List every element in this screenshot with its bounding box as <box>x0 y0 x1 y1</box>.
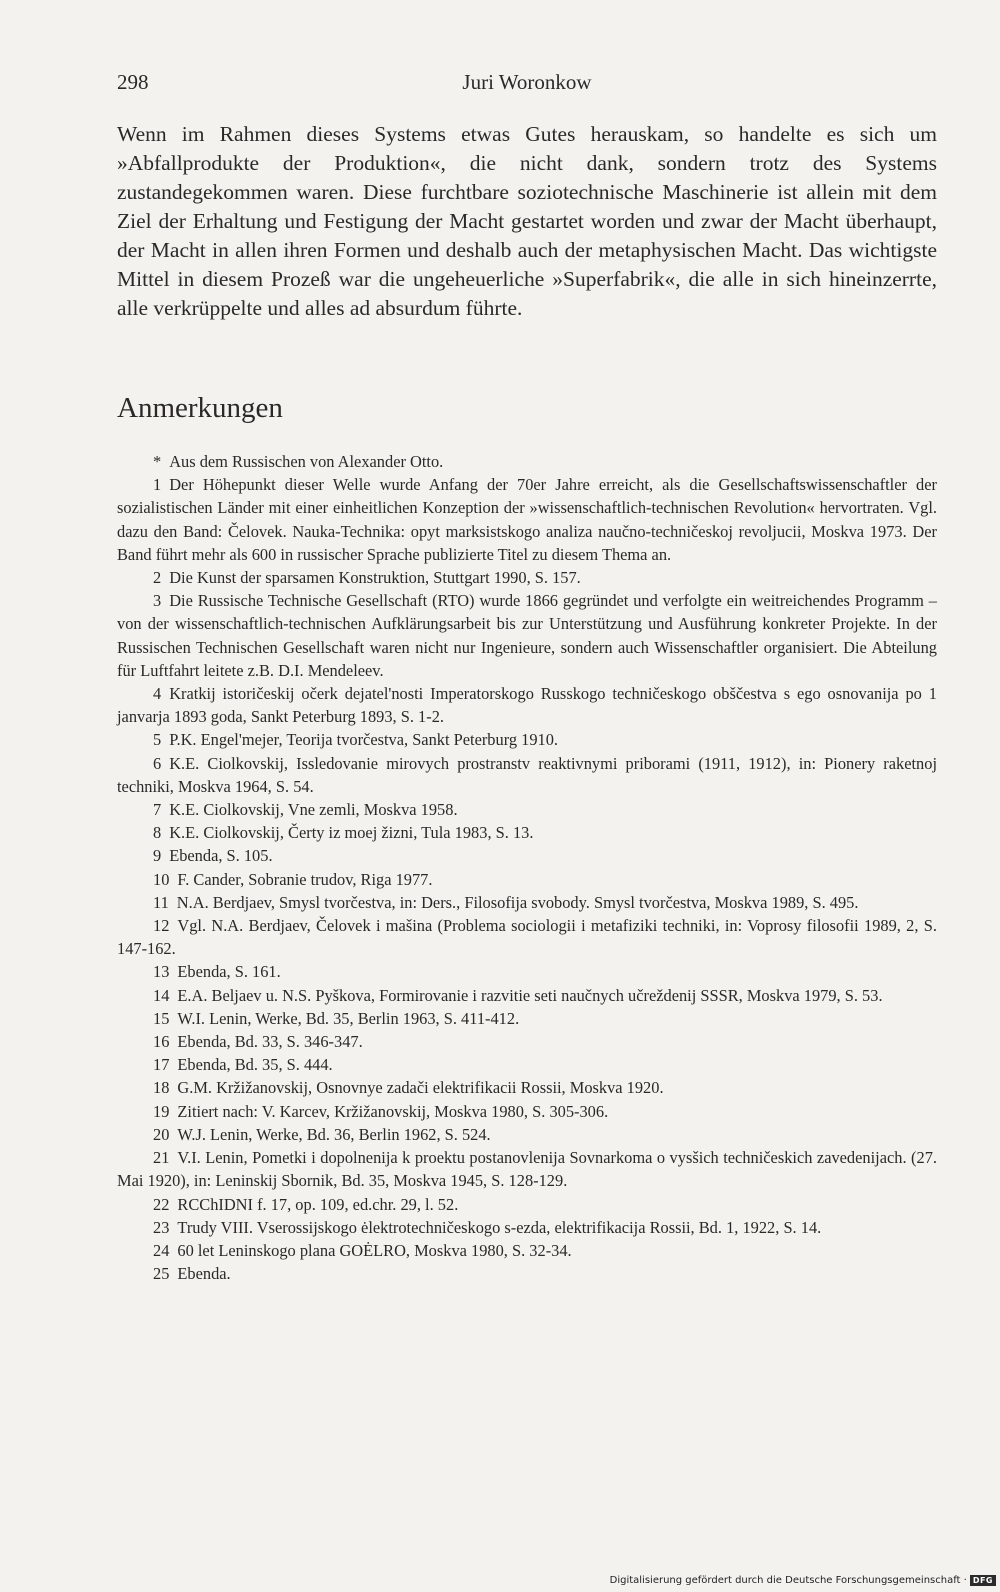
note-text: RCChIDNI f. 17, op. 109, ed.chr. 29, l. 52. <box>177 1194 459 1214</box>
note-number: 15 <box>153 1008 170 1028</box>
note-text: F. Cander, Sobranie trudov, Riga 1977. <box>177 869 433 889</box>
note-text: Die Kunst der sparsamen Konstruktion, Stuttgart 1990, S. 157. <box>169 568 581 588</box>
note-text: Die Russische Technische Gesellschaft (RTO) wurde 1866 gegründet und verfolgte ein weitreichendes Programm – von der wissenschaftlich-technischen Aufklärungsarbeit bis zur Unterstützung und Ausführung konkreter Projekte. In der Russischen Technischen Gesellschaft waren nicht nur Ingenieure, sondern auch Wissenschaftler organisiert. Die Abteilung für Luftfahrt leitete z.B. D.I. Mendeleev. <box>117 591 937 680</box>
page-number: 298 <box>117 70 149 94</box>
dfg-logo-icon: DFG <box>970 1575 996 1586</box>
note-number: 7 <box>153 800 162 820</box>
note-item <box>117 984 937 1007</box>
note-item <box>117 1123 937 1146</box>
note-text: Zitiert nach: V. Karcev, Kržižanovskij, Moskva 1980, S. 305-306. <box>177 1101 609 1121</box>
note-number: 21 <box>153 1148 170 1168</box>
note-text: Vgl. N.A. Berdjaev, Čelovek i mašina (Problema sociologii i metafiziki techniki, in: Voprosy filosofii 1989, 2, S. 147-162. <box>117 916 937 959</box>
notes-list <box>117 450 937 1285</box>
note-number: 5 <box>153 730 162 750</box>
note-number: 8 <box>153 823 162 843</box>
note-number: 10 <box>153 869 170 889</box>
note-number: 12 <box>153 916 170 936</box>
note-item <box>117 682 937 728</box>
note-number: 13 <box>153 962 170 982</box>
note-item <box>117 1100 937 1123</box>
note-number: 6 <box>153 753 162 773</box>
note-item <box>117 1239 937 1262</box>
note-number: 20 <box>153 1124 170 1144</box>
note-item <box>117 1076 937 1099</box>
note-text: Der Höhepunkt dieser Welle wurde Anfang der 70er Jahre erreicht, als die Gesellschaftswissenschaftler der sozialistischen Länder mit einer einheitlichen Konzeption der »wissenschaftlich-technischen Revolution« hervortraten. Vgl. dazu den Band: Čelovek. Nauka-Technika: opyt marksistskogo analiza naučno-techničeskoj revoljucii, Moskva 1973. Der Band führt mehr als 600 in russischer Sprache publizierte Titel zu diesem Thema an. <box>117 475 937 564</box>
note-number: 1 <box>153 475 162 495</box>
note-item <box>117 798 937 821</box>
note-text: Aus dem Russischen von Alexander Otto. <box>169 452 444 471</box>
note-item <box>117 1053 937 1076</box>
note-text: K.E. Ciolkovskij, Čerty iz moej žizni, Tula 1983, S. 13. <box>169 823 534 843</box>
note-text: W.J. Lenin, Werke, Bd. 36, Berlin 1962, S. 524. <box>177 1124 491 1144</box>
note-text: K.E. Ciolkovskij, Vne zemli, Moskva 1958. <box>169 800 458 820</box>
note-text: Ebenda, S. 105. <box>169 846 273 866</box>
footer-text: Digitalisierung gefördert durch die Deutsche Forschungsgemeinschaft · <box>609 1575 967 1586</box>
note-number: 14 <box>153 985 170 1005</box>
digitization-footer <box>610 1575 996 1586</box>
running-head: Juri Woronkow <box>462 70 592 94</box>
note-text: 60 let Leninskogo plana GOĖLRO, Moskva 1980, S. 32-34. <box>177 1240 572 1260</box>
note-item <box>117 728 937 751</box>
note-number: 23 <box>153 1217 170 1237</box>
note-item <box>117 891 937 914</box>
note-item <box>117 1030 937 1053</box>
note-number: 4 <box>153 684 162 704</box>
note-text: G.M. Kržižanovskij, Osnovnye zadači elektrifikacii Rossii, Moskva 1920. <box>177 1078 664 1098</box>
note-item <box>117 473 937 566</box>
note-item <box>117 914 937 960</box>
note-item <box>117 589 937 682</box>
note-text: Ebenda, Bd. 35, S. 444. <box>177 1055 333 1075</box>
note-item <box>117 1262 937 1285</box>
note-number: 18 <box>153 1078 170 1098</box>
note-item <box>117 1146 937 1192</box>
note-item <box>117 1193 937 1216</box>
note-text: W.I. Lenin, Werke, Bd. 35, Berlin 1963, S. 411-412. <box>177 1008 520 1028</box>
note-text: Ebenda, S. 161. <box>177 962 281 982</box>
note-number: 19 <box>153 1101 170 1121</box>
note-number: 9 <box>153 846 162 866</box>
note-number: 25 <box>153 1264 170 1284</box>
note-item <box>117 1216 937 1239</box>
note-item <box>117 1007 937 1030</box>
note-number: 16 <box>153 1032 170 1052</box>
section-heading: Anmerkungen <box>117 392 283 424</box>
note-text: Ebenda, Bd. 33, S. 346-347. <box>177 1032 363 1052</box>
note-number: * <box>153 452 162 471</box>
note-item <box>117 566 937 589</box>
note-item <box>117 868 937 891</box>
note-text: V.I. Lenin, Pometki i dopolnenija k proektu postanovlenija Sovnarkoma o vysšich techničeskich zavedenijach. (27. Mai 1920), in: Leninskij Sbornik, Bd. 35, Moskva 1945, S. 128-129. <box>117 1148 937 1191</box>
note-number: 17 <box>153 1055 170 1075</box>
note-number: 3 <box>153 591 162 611</box>
note-item <box>117 752 937 798</box>
note-number: 2 <box>153 568 162 588</box>
note-text: E.A. Beljaev u. N.S. Pyškova, Formirovanie i razvitie seti naučnych učreždenij SSSR, Moskva 1979, S. 53. <box>177 985 883 1005</box>
note-item <box>117 960 937 983</box>
page-header <box>117 70 937 100</box>
note-text: Trudy VIII. Vserossijskogo ėlektrotechničeskogo s-ezda, elektrifikacija Rossii, Bd. 1, 1922, S. 14. <box>177 1217 822 1237</box>
note-number: 24 <box>153 1240 170 1260</box>
note-text: Kratkij istoričeskij očerk dejatel'nosti Imperatorskogo Russkogo techničeskogo obščestva s ego osnovanija po 1 janvarja 1893 goda, Sankt Peterburg 1893, S. 1-2. <box>117 684 937 727</box>
note-text: Ebenda. <box>177 1264 231 1284</box>
body-paragraph: Wenn im Rahmen dieses Systems etwas Gutes herauskam, so handelte es sich um »Abfallprodukte der Produktion«, die nicht dank, sondern trotz des Systems zustandegekommen waren. Diese furchtbare soziotechnische Maschinerie ist allein mit dem Ziel der Erhaltung und Festigung der Macht gestartet worden und zwar der Macht überhaupt, der Macht in allen ihren Formen und deshalb auch der metaphysischen Macht. Das wichtigste Mittel in diesem Prozeß war die ungeheuerliche »Superfabrik«, die alle in sich hineinzerrte, alle verkrüppelte und alles ad absurdum führte. <box>117 122 937 320</box>
note-item <box>117 450 937 473</box>
note-text: N.A. Berdjaev, Smysl tvorčestva, in: Ders., Filosofija svobody. Smysl tvorčestva, Moskva 1989, S. 495. <box>176 892 859 912</box>
note-item <box>117 844 937 867</box>
note-number: 22 <box>153 1194 170 1214</box>
note-text: P.K. Engel'mejer, Teorija tvorčestva, Sankt Peterburg 1910. <box>169 730 559 750</box>
note-number: 11 <box>153 892 169 912</box>
note-item <box>117 821 937 844</box>
note-text: K.E. Ciolkovskij, Issledovanie mirovych prostranstv reaktivnymi priborami (1911, 1912), in: Pionery raketnoj techniki, Moskva 1964, S. 54. <box>117 753 937 796</box>
